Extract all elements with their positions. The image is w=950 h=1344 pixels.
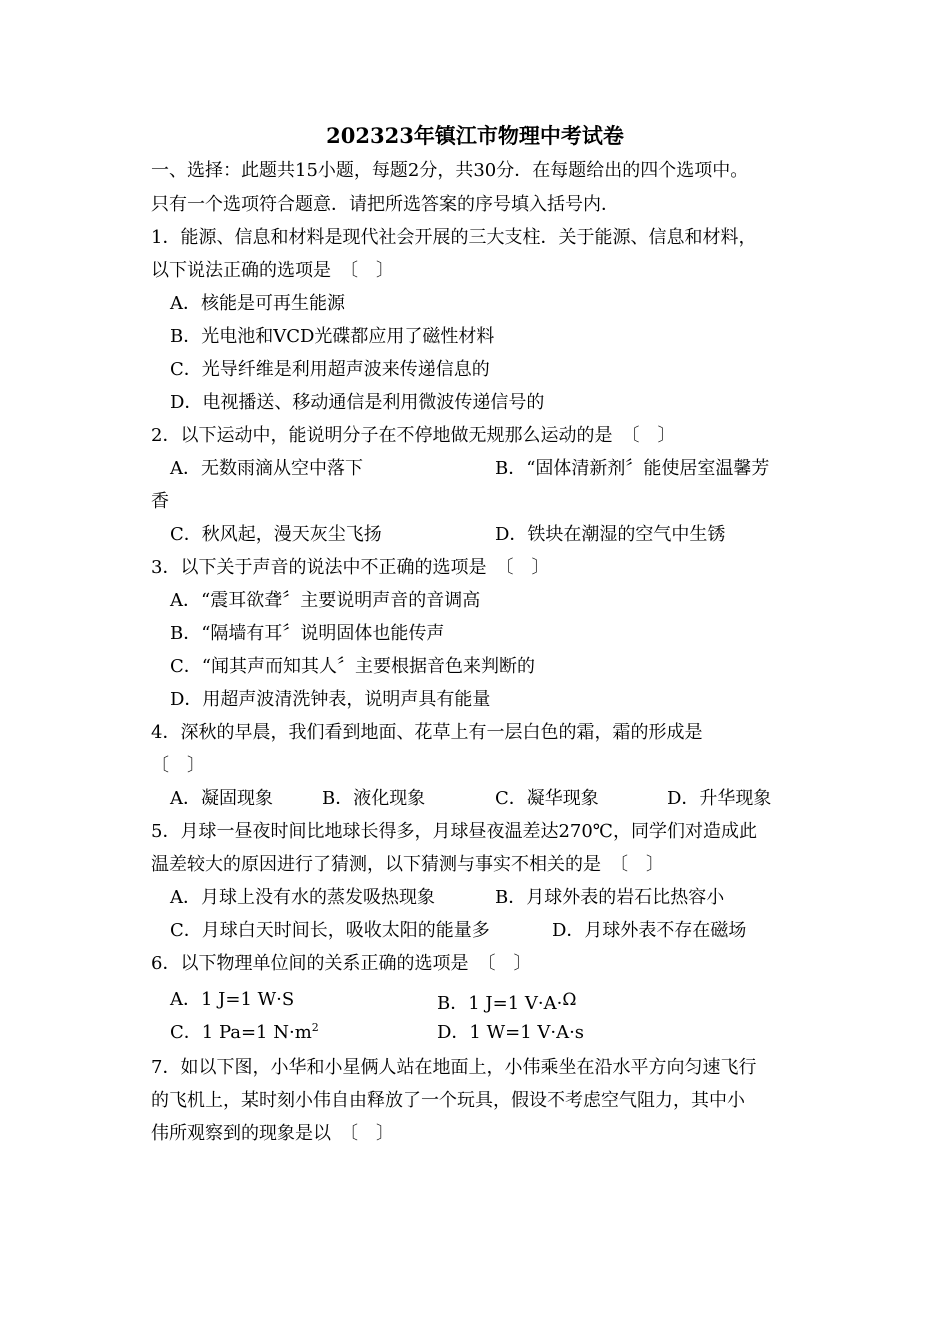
- q7-stem-line-2: 的飞机上，某时刻小伟自由释放了一个玩具，假设不考虑空气阻力，其中小: [151, 1090, 745, 1111]
- q5-option-a: A．月球上没有水的蒸发吸热现象: [170, 887, 435, 908]
- q4-option-b: B．液化现象: [322, 788, 426, 809]
- q2-stem: 2．以下运动中，能说明分子在不停地做无规那么运动的是 〔 〕: [151, 425, 676, 446]
- q6-option-c: [170, 1020, 319, 1046]
- q2-option-d: D．铁块在潮湿的空气中生锈: [495, 524, 726, 545]
- q4-stem-line-1: 4．深秋的早晨，我们看到地面、花草上有一层白色的霜，霜的形成是: [151, 722, 703, 743]
- q2-option-b-continued: 香: [151, 491, 169, 512]
- q3-stem: 3．以下关于声音的说法中不正确的选项是 〔 〕: [151, 557, 550, 578]
- q2-option-b: B．“固体清新剂〞能使居室温馨芳: [495, 458, 770, 479]
- q7-stem-line-1: 7．如以下图，小华和小星俩人站在地面上，小伟乘坐在沿水平方向匀速飞行: [151, 1057, 757, 1078]
- ohm-symbol: Ω: [562, 990, 577, 1010]
- q4-option-c: C．凝华现象: [495, 788, 599, 809]
- q1-option-c: C．光导纤维是利用超声波来传递信息的: [170, 359, 490, 380]
- q3-option-b: B．“隔墙有耳〞说明固体也能传声: [170, 623, 445, 644]
- exam-title: 202323年镇江市物理中考试卷: [326, 123, 624, 148]
- q6-option-b: [437, 987, 576, 1013]
- q1-stem-line-2: 以下说法正确的选项是 〔 〕: [151, 260, 394, 281]
- q6-option-b-text: B．1 J=1 V·A·: [437, 993, 563, 1014]
- q1-option-a: A．核能是可再生能源: [170, 293, 345, 314]
- q5-option-c: C．月球白天时间长，吸收太阳的能量多: [170, 920, 490, 941]
- q3-option-d: D．用超声波清洗钟表，说明声具有能量: [170, 689, 491, 710]
- instructions-line-1: 一、选择：此题共15小题，每题2分，共30分．在每题给出的四个选项中。: [151, 160, 749, 181]
- q4-option-a: A．凝固现象: [170, 788, 273, 809]
- q6-option-c-exponent: 2: [311, 1021, 319, 1034]
- q1-option-b: B．光电池和VCD光碟都应用了磁性材料: [170, 326, 495, 347]
- q7-stem-line-3: 伟所观察到的现象是以 〔 〕: [151, 1123, 394, 1144]
- q6-option-d: D．1 W=1 V·A·s: [437, 1022, 585, 1043]
- q4-stem-line-2: 〔 〕: [151, 755, 205, 776]
- q4-option-d: D．升华现象: [667, 788, 772, 809]
- q6-option-c-text: C．1 Pa=1 N·m: [170, 1022, 312, 1043]
- q6-stem: 6．以下物理单位间的关系正确的选项是 〔 〕: [151, 953, 532, 974]
- q5-stem-line-2: 温差较大的原因进行了猜测，以下猜测与事实不相关的是 〔 〕: [151, 854, 664, 875]
- q2-option-c: C．秋风起，漫天灰尘飞扬: [170, 524, 382, 545]
- q5-stem-line-1: 5．月球一昼夜时间比地球长得多，月球昼夜温差达270℃，同学们对造成此: [151, 821, 757, 842]
- q5-option-b: B．月球外表的岩石比热容小: [495, 887, 725, 908]
- q3-option-c: C．“闻其声而知其人〞主要根据音色来判断的: [170, 656, 535, 677]
- q3-option-a: A．“震耳欲聋〞主要说明声音的音调高: [170, 590, 481, 611]
- q1-option-d: D．电视播送、移动通信是利用微波传递信号的: [170, 392, 545, 413]
- q5-option-d: D．月球外表不存在磁场: [552, 920, 747, 941]
- q2-option-a: A．无数雨滴从空中落下: [170, 458, 363, 479]
- q1-stem-line-1: 1．能源、信息和材料是现代社会开展的三大支柱．关于能源、信息和材料，: [151, 227, 757, 248]
- q6-option-a: A．1 J=1 W·S: [170, 989, 295, 1010]
- instructions-line-2: 只有一个选项符合题意．请把所选答案的序号填入括号内．: [151, 194, 619, 215]
